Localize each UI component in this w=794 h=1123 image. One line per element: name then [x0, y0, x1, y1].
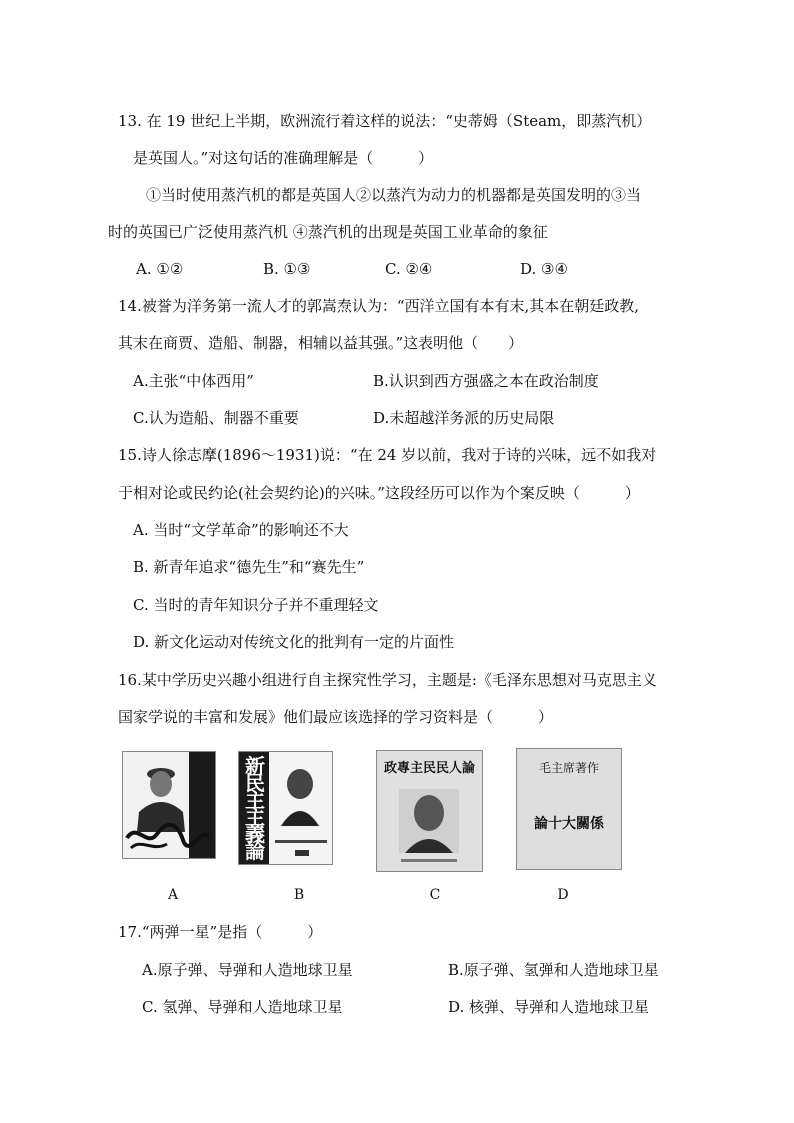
- q13-option-b: B. ①③: [263, 260, 311, 278]
- q15-option-d: D. 新文化运动对传统文化的批判有一定的片面性: [133, 633, 455, 651]
- book-d-series-title: 毛主席著作: [538, 761, 599, 775]
- q13-statements-line1: ①当时使用蒸汽机的都是英国人②以蒸汽为动力的机器都是英国发明的③当: [146, 186, 642, 204]
- q16-stem-line1: 16.某中学历史兴趣小组进行自主探究性学习，主题是:《毛泽东思想对马克思主义: [118, 671, 657, 689]
- q13-option-c: C. ②④: [385, 260, 433, 278]
- q14-stem-line2: 其末在商贾、造船、制器，相辅以益其强。”这表明他（ ）: [118, 334, 524, 352]
- q17-option-c: C. 氢弹、导弹和人造地球卫星: [142, 998, 343, 1016]
- q17-option-d: D. 核弹、导弹和人造地球卫星: [448, 998, 650, 1016]
- book-c-publisher-line: [401, 859, 457, 862]
- image-c-caption: C: [429, 887, 441, 903]
- q14-option-d: D.未超越洋务派的历史局限: [373, 409, 555, 427]
- book-b-portrait: [275, 766, 325, 832]
- q13-stem-line2: 是英国人。”对这句话的准确理解是（ ）: [133, 149, 434, 167]
- q14-stem-line1: 14.被誉为洋务第一流人才的郭嵩焘认为：“西洋立国有本有末,其本在朝廷政教,: [118, 297, 640, 315]
- image-c-book-cover: [376, 750, 483, 872]
- q13-option-d: D. ③④: [520, 260, 568, 278]
- book-d-title: 論十大關係: [534, 816, 604, 832]
- book-c-portrait: [399, 789, 459, 853]
- image-a-mao-portrait: [122, 751, 216, 859]
- image-a-caption: A: [167, 887, 179, 903]
- q15-option-a: A. 当时“文学革命”的影响还不大: [133, 521, 349, 539]
- q14-option-a: A.主张“中体西用”: [133, 372, 254, 390]
- book-c-title: 論人民民主專政: [383, 761, 475, 776]
- q14-option-b: B.认识到西方强盛之本在政治制度: [373, 372, 599, 390]
- q13-option-a: A. ①②: [136, 260, 184, 278]
- q15-option-b: B. 新青年追求“德先生”和“赛先生”: [133, 558, 365, 576]
- q13-stem-line1: 13. 在 19 世纪上半期，欧洲流行着这样的说法：“史蒂姆（Steam，即蒸汽机）: [118, 112, 652, 130]
- q17-option-a: A.原子弹、导弹和人造地球卫星: [142, 961, 353, 979]
- q15-stem-line2: 于相对论或民约论(社会契约论)的兴味。”这段经历可以作为个案反映（ ）: [118, 484, 640, 502]
- q17-stem: 17.“两弹一星”是指（ ）: [118, 923, 323, 941]
- image-d-caption: D: [557, 887, 569, 903]
- image-d-book-cover: [516, 748, 622, 870]
- book-b-publisher-line: [275, 840, 327, 843]
- q13-statements-line2: 时的英国已广泛使用蒸汽机 ④蒸汽机的出现是英国工业革命的象征: [108, 223, 548, 241]
- q14-option-c: C.认为造船、制器不重要: [133, 409, 299, 427]
- q15-stem-line1: 15.诗人徐志摩(1896～1931)说：“在 24 岁以前，我对于诗的兴味，远不如我对: [118, 446, 657, 464]
- image-b-caption: B: [293, 887, 305, 903]
- q17-option-b: B.原子弹、氢弹和人造地球卫星: [448, 961, 659, 979]
- book-b-mark: [295, 850, 309, 856]
- book-b-title: 新民主主義論: [245, 754, 265, 863]
- q15-option-c: C. 当时的青年知识分子并不重理轻文: [133, 596, 379, 614]
- q16-stem-line2: 国家学说的丰富和发展》他们最应该选择的学习资料是（ ）: [118, 708, 554, 726]
- image-b-book-cover: [238, 751, 333, 865]
- portrait-illustration: [123, 752, 215, 858]
